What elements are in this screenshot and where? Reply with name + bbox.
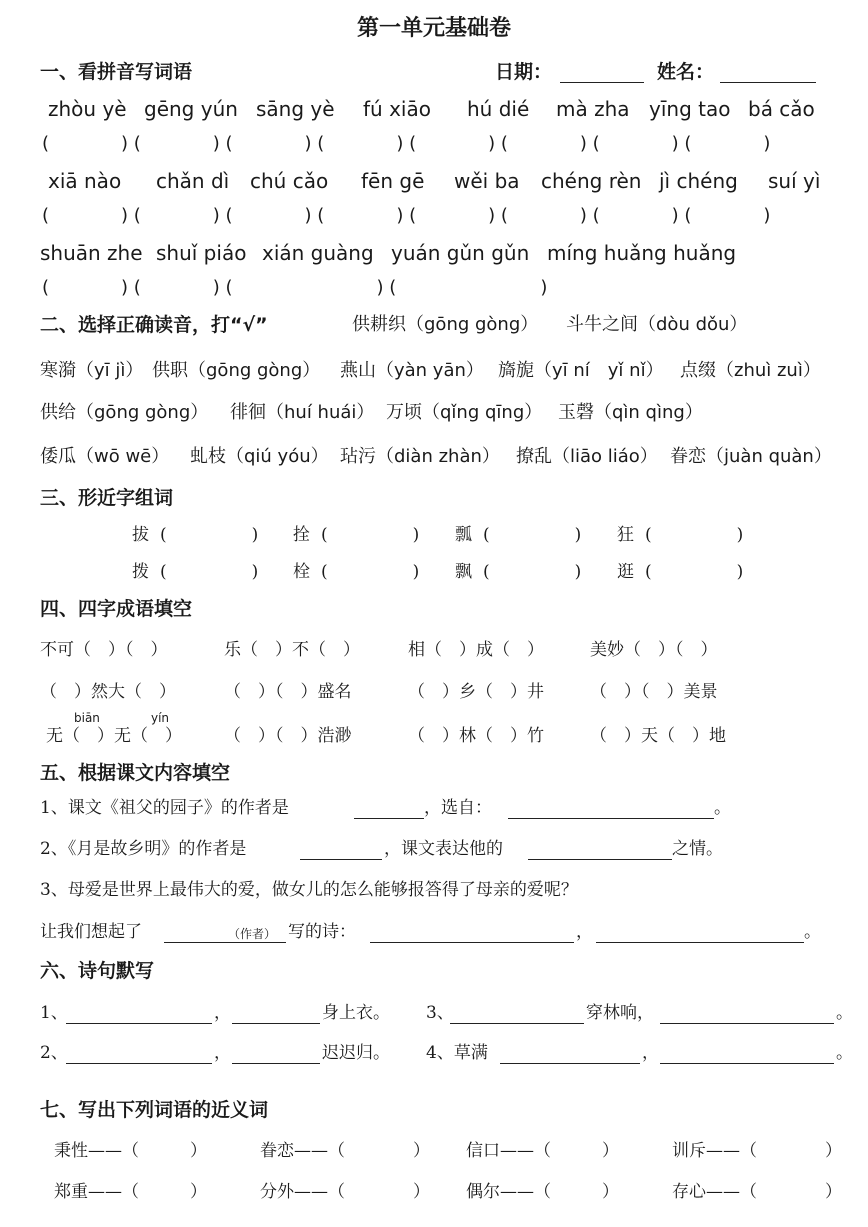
poem-number: 1、 [40,1003,68,1023]
pronunciation-item[interactable]: 玉磬（qìn qìng） [558,402,703,423]
pinyin-word: fēn gē [361,169,425,193]
similar-char: 瓢 [455,525,472,545]
pinyin-word: mà zha [556,97,630,121]
pinyin-word: suí yì [768,169,821,193]
section-6-heading: 六、诗句默写 [40,960,155,982]
fill-text: 1、课文《祖父的园子》的作者是 [40,798,289,818]
answer-paren[interactable]: ( ) [483,525,582,545]
synonym-item[interactable]: 分外——（ ） [260,1182,430,1202]
pinyin-word: xiā nào [48,169,122,193]
pinyin-word: sāng yè [256,97,335,121]
poem-number: 4、草满 [426,1043,488,1063]
synonym-item[interactable]: 偶尔——（ ） [466,1182,619,1202]
author-blank[interactable] [300,859,382,860]
poem-blank[interactable] [450,1023,584,1024]
answer-paren[interactable]: ( ) [160,562,259,582]
name-blank[interactable] [720,82,816,83]
poem-ending: 穿林响， [586,1003,654,1023]
poem-comma: ， [214,1003,231,1023]
idiom-blank[interactable]: （ ）乡（ ）井 [408,682,544,702]
synonym-item[interactable]: 信口——（ ） [466,1141,619,1161]
pronunciation-item[interactable]: 燕山（yàn yān） [340,360,484,381]
poet-blank[interactable] [164,942,286,943]
poem-blank-1[interactable] [370,942,574,943]
poem-blank-2[interactable] [596,942,804,943]
section-5-heading: 五、根据课文内容填空 [40,762,231,784]
pronunciation-item[interactable]: 徘徊（huí huái） [230,402,375,423]
synonym-item[interactable]: 眷恋——（ ） [260,1141,430,1161]
fill-text: ，选自： [424,798,492,818]
poem-number: 2、 [40,1043,68,1063]
idiom-blank[interactable]: （ ）林（ ）竹 [408,726,544,746]
fill-text: ，课文表达他的 [384,839,503,859]
section-4-heading: 四、四字成语填空 [40,598,193,620]
source-blank[interactable] [508,818,714,819]
emotion-blank[interactable] [528,859,672,860]
answer-paren[interactable]: ( ) [321,525,420,545]
idiom-blank[interactable]: （ ）（ ）浩渺 [224,726,352,746]
similar-char: 拴 [293,525,310,545]
poem-blank[interactable] [66,1063,212,1064]
pinyin-word: hú dié [467,97,530,121]
idiom-blank[interactable]: （ ）天（ ）地 [590,726,726,746]
similar-char: 狂 [617,525,634,545]
poem-ending: 身上衣。 [322,1003,390,1023]
poem-comma: ， [642,1043,659,1063]
pronunciation-item[interactable]: 撩乱（liāo liáo） [516,446,658,467]
pronunciation-item[interactable]: 玷污（diàn zhàn） [340,446,500,467]
poem-ending: 迟迟归。 [322,1043,390,1063]
page-title: 第一单元基础卷 [357,16,512,41]
author-note: （作者） [228,927,277,941]
pronunciation-item[interactable]: 万顷（qǐng qīng） [386,402,543,423]
fill-text: ， [576,922,593,942]
pinyin-word: shuān zhe [40,241,143,265]
pinyin-hint: yín [151,711,170,725]
poem-blank[interactable] [660,1063,834,1064]
fill-text: 2、《月是故乡明》的作者是 [40,839,247,859]
synonym-item[interactable]: 郑重——（ ） [54,1182,207,1202]
similar-char: 拔 [132,525,149,545]
idiom-blank[interactable]: （ ）（ ）美景 [590,682,718,702]
similar-char: 飘 [455,562,472,582]
pinyin-word: wěi ba [454,169,520,193]
pronunciation-item[interactable]: 虬枝（qiú yóu） [190,446,329,467]
poem-comma: ， [214,1043,231,1063]
pinyin-word: xián guàng [262,241,374,265]
pronunciation-item[interactable]: 供职（gōng gòng） [152,360,321,381]
fill-text: 。 [804,922,821,942]
pinyin-word: gēng yún [144,97,238,121]
similar-char: 拨 [132,562,149,582]
idiom-blank[interactable]: （ ）然大（ ） [40,682,176,702]
answer-box-row2[interactable]: ( ) ( ) ( ) ( ) ( ) ( ) ( ) ( ) [42,205,771,226]
pronunciation-item[interactable]: 点缀（zhuì zuì） [680,360,821,381]
idiom-blank[interactable]: 美妙（ ）（ ） [590,640,718,660]
fill-text: 写的诗： [288,922,356,942]
idiom-blank[interactable]: （ ）（ ）盛名 [224,682,352,702]
pinyin-word: chǎn dì [156,169,230,193]
idiom-blank[interactable]: 不可（ ）（ ） [40,640,168,660]
synonym-item[interactable]: 训斥——（ ） [672,1141,842,1161]
answer-paren[interactable]: ( ) [645,525,744,545]
pronunciation-item[interactable]: 斗牛之间（dòu dǒu） [566,314,748,335]
section-7-heading: 七、写出下列词语的近义词 [40,1099,269,1121]
poem-blank[interactable] [232,1063,320,1064]
answer-paren[interactable]: ( ) [160,525,259,545]
pinyin-word: jì chéng [659,169,738,193]
answer-paren[interactable]: ( ) [321,562,420,582]
pronunciation-item[interactable]: 供给（gōng gòng） [40,402,209,423]
pronunciation-item[interactable]: 供耕织（gōng gòng） [352,314,539,335]
answer-paren[interactable]: ( ) [645,562,744,582]
pinyin-word: chéng rèn [541,169,642,193]
answer-box-row1[interactable]: ( ) ( ) ( ) ( ) ( ) ( ) ( ) ( ) [42,133,771,154]
date-blank[interactable] [560,82,644,83]
idiom-blank[interactable]: 无（ ）无（ ） [46,726,182,746]
fill-text: 。 [714,798,731,818]
pinyin-word: chú cǎo [250,169,329,193]
fill-text: 让我们想起了 [40,922,142,942]
author-blank[interactable] [354,818,424,819]
fill-text: 之情。 [672,839,723,859]
answer-paren[interactable]: ( ) [483,562,582,582]
poem-blank[interactable] [66,1023,212,1024]
pinyin-word: bá cǎo [748,97,815,121]
pinyin-word: yīng tao [649,97,731,121]
pronunciation-item[interactable]: 寒漪（yī jì） [40,360,144,381]
section-2-heading: 二、选择正确读音，打“√” [40,314,268,336]
poem-period: 。 [836,1003,853,1023]
section-1-heading: 一、看拼音写词语 [40,61,193,83]
poem-number: 3、 [426,1003,454,1023]
pinyin-word: míng huǎng huǎng [547,241,737,265]
similar-char: 逛 [617,562,634,582]
idiom-blank[interactable]: 乐（ ）不（ ） [224,640,360,660]
poem-blank[interactable] [232,1023,320,1024]
pronunciation-item[interactable]: 倭瓜（wō wē） [40,446,170,467]
poem-blank[interactable] [500,1063,640,1064]
idiom-blank[interactable]: 相（ ）成（ ） [408,640,544,660]
synonym-item[interactable]: 存心——（ ） [672,1182,842,1202]
question-text: 3、母爱是世界上最伟大的爱，做女儿的怎么能够报答得了母亲的爱呢？ [40,880,578,900]
pronunciation-item[interactable]: 眷恋（juàn quàn） [670,446,832,467]
pinyin-word: zhòu yè [48,97,127,121]
poem-period: 。 [836,1043,853,1063]
poem-blank[interactable] [660,1023,834,1024]
name-label: 姓名： [657,61,715,83]
date-label: 日期： [495,61,553,83]
pinyin-hint: biān [74,711,100,725]
answer-box-row3[interactable]: ( ) ( ) ( ) ( ) [42,277,548,298]
pinyin-word: shuǐ piáo [156,241,247,265]
pronunciation-item[interactable]: 旖旎（yī ní yǐ nǐ） [498,360,664,381]
similar-char: 栓 [293,562,310,582]
synonym-item[interactable]: 秉性——（ ） [54,1141,207,1161]
pinyin-word: fú xiāo [363,97,431,121]
pinyin-word: yuán gǔn gǔn [391,241,530,265]
section-3-heading: 三、形近字组词 [40,487,174,509]
